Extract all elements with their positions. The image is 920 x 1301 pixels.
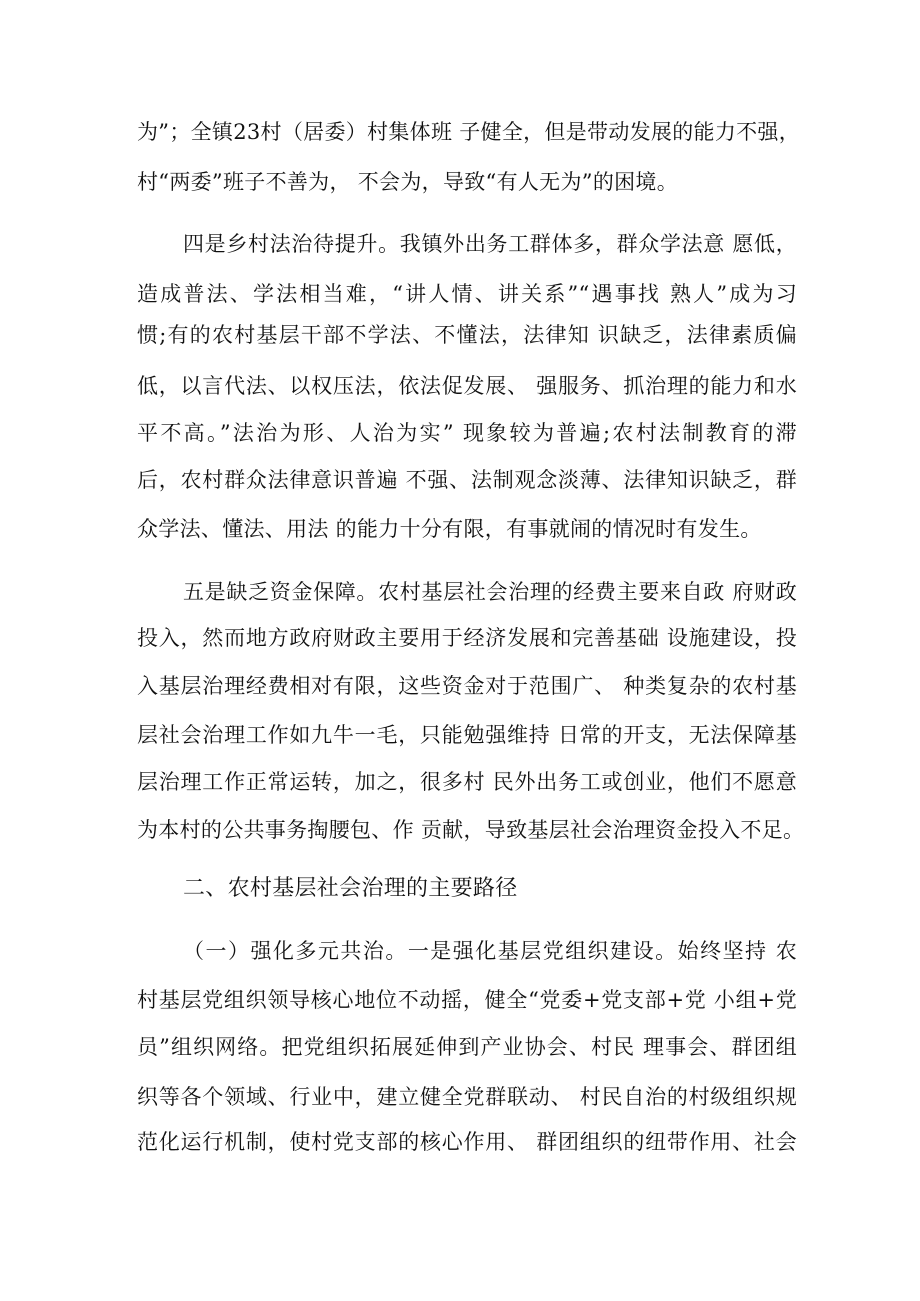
paragraph-line: 五是缺乏资金保障。农村基层社会治理的经费主要来自政 府财政 (183, 580, 797, 604)
paragraph-line: 低，以言代法、以权压法，依法促发展、 强服务、抓治理的能力和水 (137, 374, 797, 398)
paragraph-line: 入基层治理经费相对有限，这些资金对于范围广、 种类复杂的农村基 (137, 674, 797, 698)
paragraph-line: 层社会治理工作如九牛一毛，只能勉强维持 日常的开支，无法保障基 (137, 723, 797, 747)
paragraph-line: 范化运行机制，使村党支部的核心作用、 群团组织的纽带作用、社会 (137, 1130, 797, 1154)
paragraph-line: 众学法、懂法、用法 的能力十分有限，有事就闹的情况时有发生。 (137, 517, 762, 541)
paragraph-line: 后，农村群众法律意识普遍 不强、法制观念淡薄、法律知识缺乏，群 (137, 468, 797, 492)
paragraph-line: 惯;有的农村基层干部不学法、不懂法，法律知 识缺乏，法律素质偏 (137, 323, 797, 347)
paragraph-line: 员”组织网络。把党组织拓展延伸到产业协会、村民 理事会、群团组 (137, 1035, 797, 1059)
paragraph-line: 为”；全镇23村（居委）村集体班 子健全，但是带动发展的能力不强， (137, 120, 801, 144)
paragraph-line: 层治理工作正常运转，加之，很多村 民外出务工或创业，他们不愿意 (137, 770, 797, 794)
paragraph-line: 四是乡村法治待提升。我镇外出务工群体多，群众学法意 愿低， (183, 232, 797, 256)
paragraph-line: 平不高。”法治为形、人治为实” 现象较为普遍;农村法制教育的滞 (137, 421, 797, 445)
paragraph-line: 投入，然而地方政府财政主要用于经济发展和完善基础 设施建设，投 (137, 626, 797, 650)
paragraph-line: 织等各个领域、行业中，建立健全党群联动、 村民自治的村级组织规 (137, 1085, 797, 1109)
paragraph-line: 村“两委”班子不善为， 不会为，导致“有人无为”的困境。 (137, 170, 679, 194)
paragraph-line: （一）强化多元共治。一是强化基层党组织建设。始终坚持 农 (183, 939, 797, 963)
paragraph-line: 造成普法、学法相当难，“讲人情、讲关系”“遇事找 熟人”成为习 (137, 282, 797, 306)
paragraph-line: 为本村的公共事务掏腰包、作 贡献，导致基层社会治理资金投入不足。 (137, 818, 805, 842)
paragraph-line: 村基层党组织领导核心地位不动摇，健全“党委+党支部+党 小组+党 (137, 988, 797, 1012)
section-heading: 二、农村基层社会治理的主要路径 (183, 876, 518, 901)
